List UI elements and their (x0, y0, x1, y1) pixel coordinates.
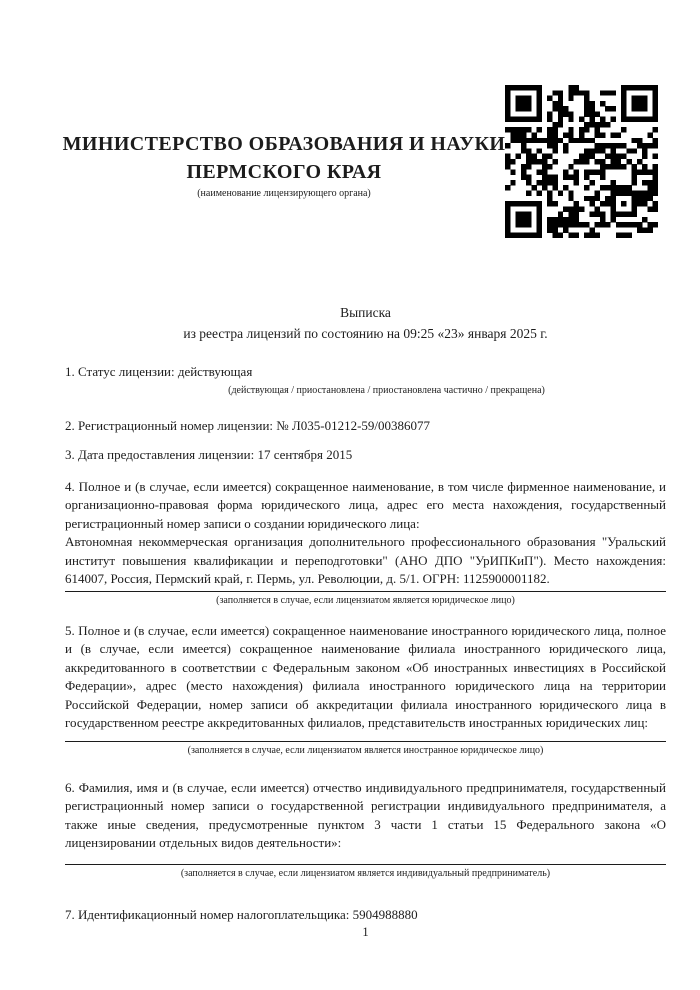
document-body (65, 363, 666, 924)
document-title-line2: из реестра лицензий по состоянию на 09:25 «23» января 2025 г. (183, 326, 548, 341)
field-taxpayer-number (65, 906, 666, 925)
foreign-entity-underline (65, 741, 666, 742)
legal-entity-underline (65, 591, 666, 592)
field-license-status (65, 363, 666, 382)
licensing-authority-name (58, 130, 510, 186)
qr-code (505, 85, 658, 238)
field-legal-entity-description: 4. Полное и (в случае, если имеется) сокращенное наименование, в том числе фирменное наименование, и организационно-правовая форма юридического лица, адрес его места нахождения, государственный регистрационный номер записи о создании юридического лица: (65, 478, 666, 531)
page-number: 1 (362, 925, 369, 939)
grant-date-label: 3. Дата предоставления лицензии: (65, 447, 255, 462)
taxpayer-number-label: 7. Идентификационный номер налогоплательщика: (65, 906, 350, 922)
foreign-entity-caption: (заполняется в случае, если лицензиатом является иностранное юридическое лицо) (187, 744, 544, 756)
registration-number-label: 2. Регистрационный номер лицензии: (65, 417, 274, 433)
field-individual-entrepreneur-description: 6. Фамилия, имя и (в случае, если имеется) отчество индивидуального предпринимателя, государственный регистрационный номер записи о государственной регистрации индивидуального предпринимателя, а также иные сведения, предусмотренные пунктом 3 части 1 статьи 15 Федерального закона «О лицензировании отдельных видов деятельности»: (65, 779, 666, 850)
registration-number-value: № Л035-01212-59/00386077 (276, 417, 431, 433)
license-status-value: действующая (177, 364, 253, 379)
field-foreign-entity-description: 5. Полное и (в случае, если имеется) сокращенное наименование иностранного юридического лица, полное и (в случае, если имеется) сокращенное наименование филиала иностранного юридического лица, аккредитованного в соответствии с Федеральным законом «Об иностранных инвестициях в Российской Федерации», адрес (место нахождения) филиала иностранного юридического лица на территории Российской Федерации, номер записи об аккредитации филиала иностранного юридического лица в государственном реестре аккредитованных филиалов, представительств иностранных юридических лиц: (65, 622, 666, 730)
licensing-authority-caption: (наименование лицензирующего органа) (197, 188, 371, 199)
legal-entity-caption: (заполняется в случае, если лицензиатом является юридическое лицо) (216, 594, 515, 606)
individual-entrepreneur-underline (65, 864, 666, 865)
license-status-options-caption: (действующая / приостановлена / приостановлена частично / прекращена) (228, 384, 545, 396)
document-title-line1: Выписка (340, 305, 391, 320)
individual-entrepreneur-caption: (заполняется в случае, если лицензиатом является индивидуальный предприниматель) (180, 867, 551, 879)
licensing-authority-line1: МИНИСТЕРСТВО ОБРАЗОВАНИЯ И НАУКИ (62, 133, 506, 155)
field-registration-number (65, 417, 666, 436)
field-grant-date (65, 446, 666, 465)
taxpayer-number-value: 5904988880 (352, 906, 418, 922)
legal-entity-value: Автономная некоммерческая организация дополнительного профессионального образования "Уральский институт повышения квалификации и переподготовки" (АНО ДПО "УрИПКиП"). Место нахождения: 614007, Россия, Пермский край, г. Пермь, ул. Революции, д. 5/1. ОГРН: 1125900001182. (65, 534, 666, 586)
licensing-authority-line2: ПЕРМСКОГО КРАЯ (186, 161, 382, 183)
qr-code-image (505, 85, 658, 238)
grant-date-value: 17 сентября 2015 (257, 447, 353, 462)
license-status-label: 1. Статус лицензии: (65, 364, 175, 379)
document-title (65, 302, 666, 344)
